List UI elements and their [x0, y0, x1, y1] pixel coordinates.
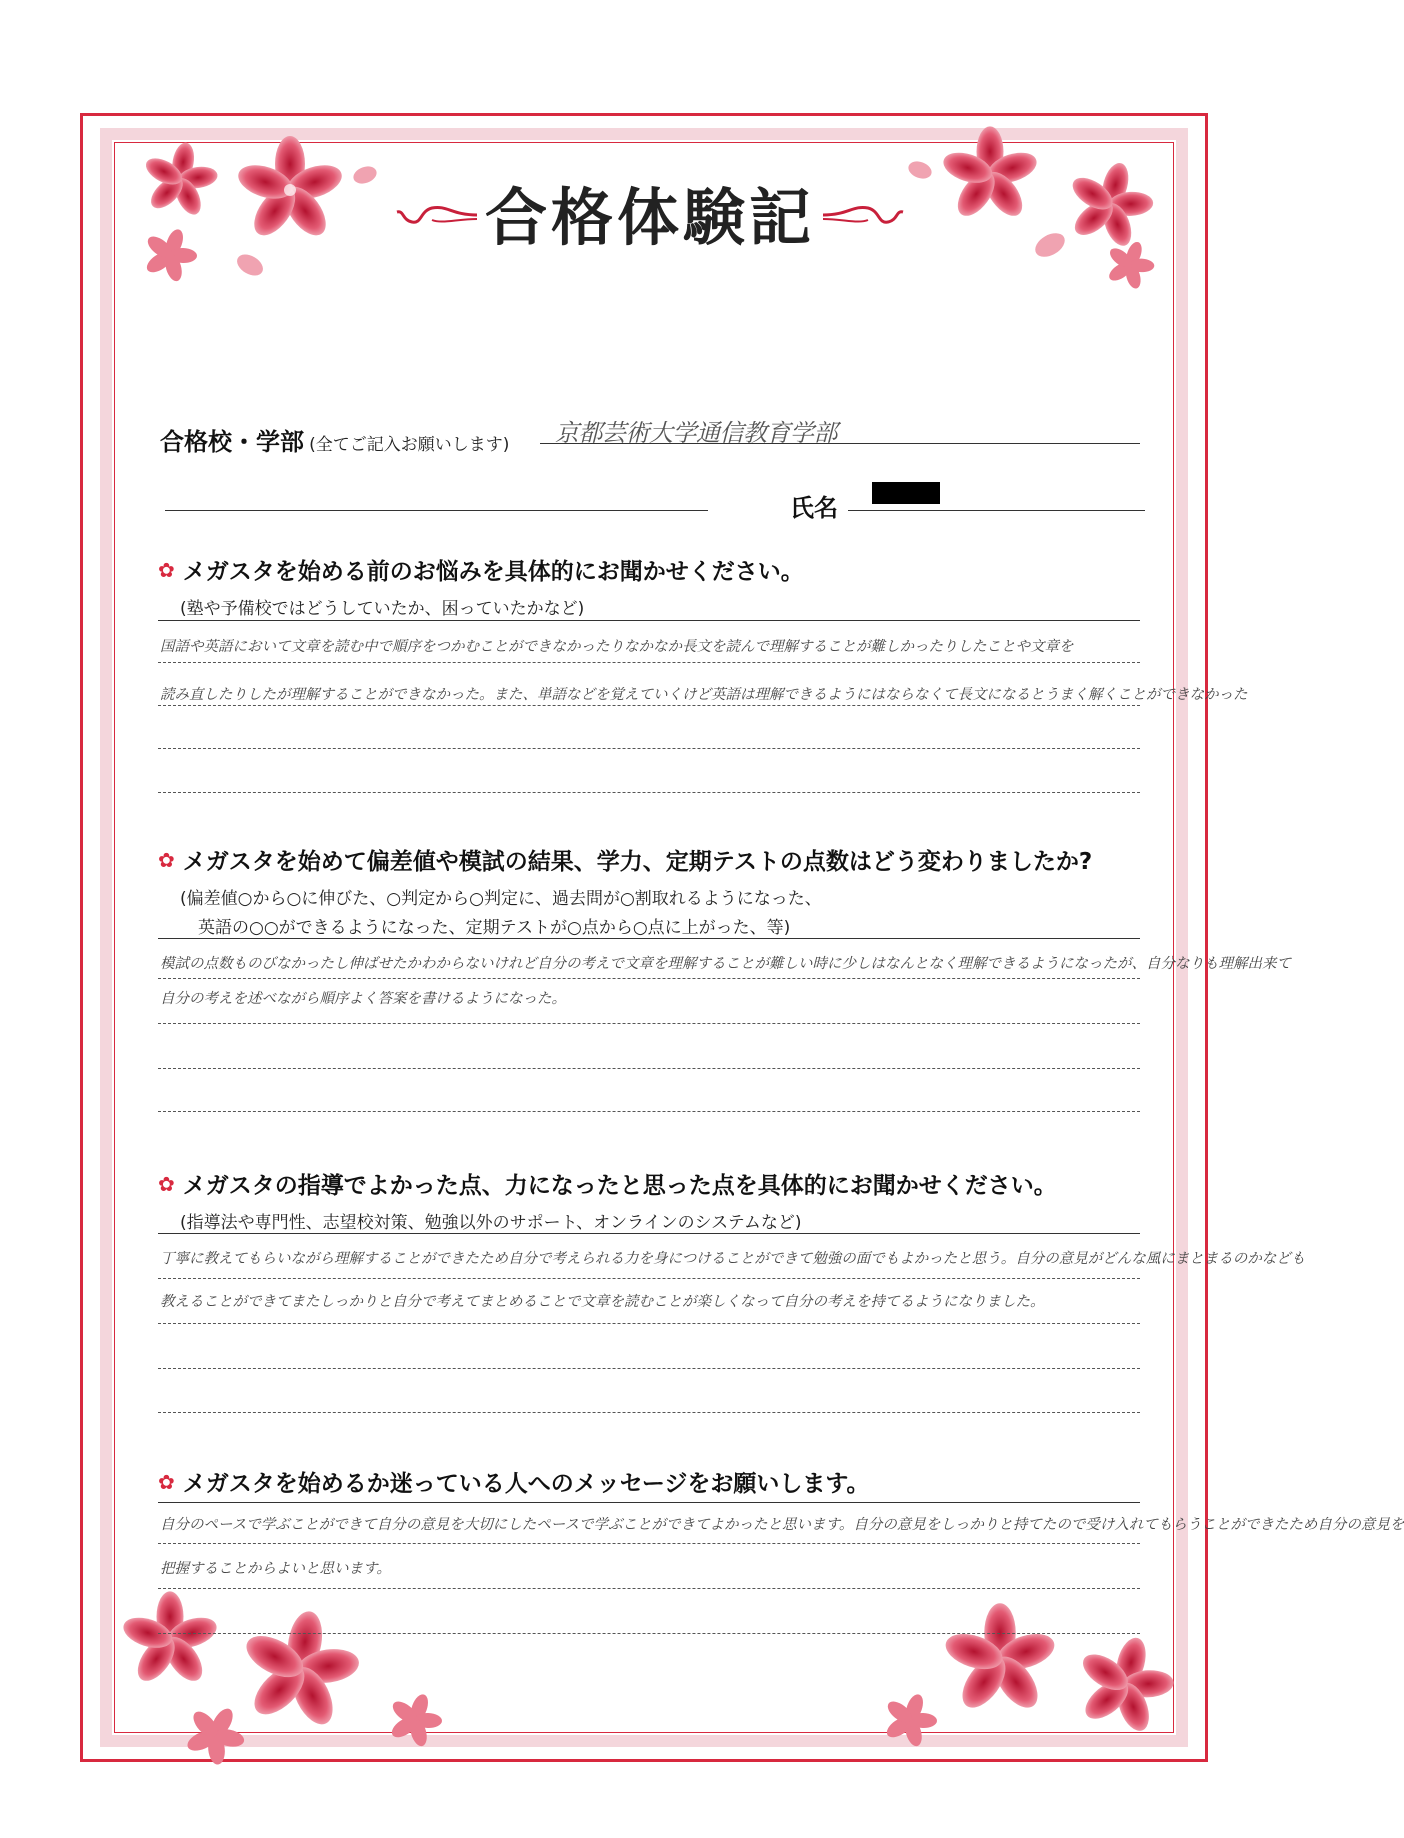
q2-dashed-line-3	[158, 1068, 1140, 1069]
question-3	[158, 1167, 1057, 1233]
question-3-note: (指導法や専門性、志望校対策、勉強以外のサポート、オンラインのシステムなど)	[180, 1213, 802, 1233]
q1-dashed-line-1	[158, 662, 1140, 663]
name-underline	[848, 510, 1145, 511]
q3-solid-line	[158, 1233, 1140, 1234]
name-redaction	[872, 482, 940, 504]
question-1-heading: メガスタを始める前のお悩みを具体的にお聞かせください。	[182, 559, 804, 585]
question-3-heading: メガスタの指導でよかった点、力になったと思った点を具体的にお聞かせください。	[182, 1173, 1057, 1199]
school-note: (全てご記入お願いします)	[309, 435, 510, 455]
school-value: 京都芸術大学通信教育学部	[555, 419, 837, 447]
q3-dashed-line-4	[158, 1412, 1140, 1413]
sakura-bullet-icon: ✿	[158, 1469, 175, 1494]
q2-solid-line	[158, 938, 1140, 939]
q2-answer-line-1: 模試の点数ものびなかったし伸ばせたかわからないけれど自分の考えで文章を理解することが難しい時に少しはなんとなく理解できるようになったが、自分なりも理解出来て	[160, 956, 1291, 972]
q4-answer-line-2: 把握することからよいと思います。	[160, 1561, 391, 1577]
question-2-note-1: (偏差値○から○に伸びた、○判定から○判定に、過去問が○割取れるようになった、	[180, 889, 822, 909]
q2-dashed-line-1	[158, 978, 1140, 979]
question-1	[158, 553, 804, 619]
q3-dashed-line-1	[158, 1278, 1140, 1279]
name-label: 氏名	[790, 494, 838, 522]
sakura-cluster-bottom-right-icon	[890, 1590, 1180, 1760]
q1-dashed-line-2	[158, 705, 1140, 706]
q4-solid-line	[158, 1502, 1140, 1503]
sakura-bullet-icon: ✿	[158, 557, 175, 582]
q4-answer-line-1: 自分のペースで学ぶことができて自分の意見を大切にしたペースで学ぶことができてよかったと思います。自分の意見をしっかりと持てたので受け入れてもらうことができたため自分の意見を	[160, 1517, 1404, 1533]
q1-answer-line-2: 読み直したりしたが理解することができなかった。また、単語などを覚えていくけど英語は理解できるようにはならなくて長文になるとうまく解くことができなかった	[160, 687, 1248, 703]
question-2	[158, 843, 1092, 938]
page-title: 合格体験記	[484, 181, 815, 254]
q3-dashed-line-3	[158, 1368, 1140, 1369]
question-4-heading: メガスタを始めるか迷っている人へのメッセージをお願いします。	[182, 1471, 870, 1497]
question-2-note-2: 英語の○○ができるようになった、定期テストが○点から○点に上がった、等)	[198, 918, 791, 938]
q2-answer-line-2: 自分の考えを述べながら順序よく答案を書けるようになった。	[160, 991, 566, 1007]
title-flourish-right-icon	[820, 200, 908, 230]
sakura-cluster-bottom-left-icon	[125, 1590, 465, 1760]
q2-dashed-line-2	[158, 1023, 1140, 1024]
q3-dashed-line-2	[158, 1323, 1140, 1324]
sakura-bullet-icon: ✿	[158, 847, 175, 872]
school-field	[160, 422, 509, 457]
blank-underline	[165, 510, 708, 511]
q1-dashed-line-4	[158, 792, 1140, 793]
question-2-heading: メガスタを始めて偏差値や模試の結果、学力、定期テストの点数はどう変わりましたか?	[182, 849, 1093, 875]
q2-dashed-line-4	[158, 1111, 1140, 1112]
q4-dashed-line-1	[158, 1543, 1140, 1544]
q3-answer-line-2: 教えることができてまたしっかりと自分で考えてまとめることで文章を読むことが楽しくなって自分の考えを持てるようになりました。	[160, 1294, 1045, 1310]
q1-dashed-line-3	[158, 748, 1140, 749]
q1-solid-line	[158, 620, 1140, 621]
q1-answer-line-1: 国語や英語において文章を読む中で順序をつかむことができなかったりなかなか長文を読んで理解することが難しかったりしたことや文章を	[160, 639, 1074, 655]
q3-answer-line-1: 丁寧に教えてもらいながら理解することができたため自分で考えられる力を身につけることができて勉強の面でもよかったと思う。自分の意見がどんな風にまとまるのかなども	[160, 1251, 1306, 1267]
question-4	[158, 1465, 870, 1498]
q4-dashed-line-3	[158, 1633, 1140, 1634]
question-1-note: (塾や予備校ではどうしていたか、困っていたかなど)	[180, 599, 585, 619]
q4-dashed-line-2	[158, 1588, 1140, 1589]
sakura-bullet-icon: ✿	[158, 1171, 175, 1196]
school-label: 合格校・学部	[160, 428, 304, 456]
